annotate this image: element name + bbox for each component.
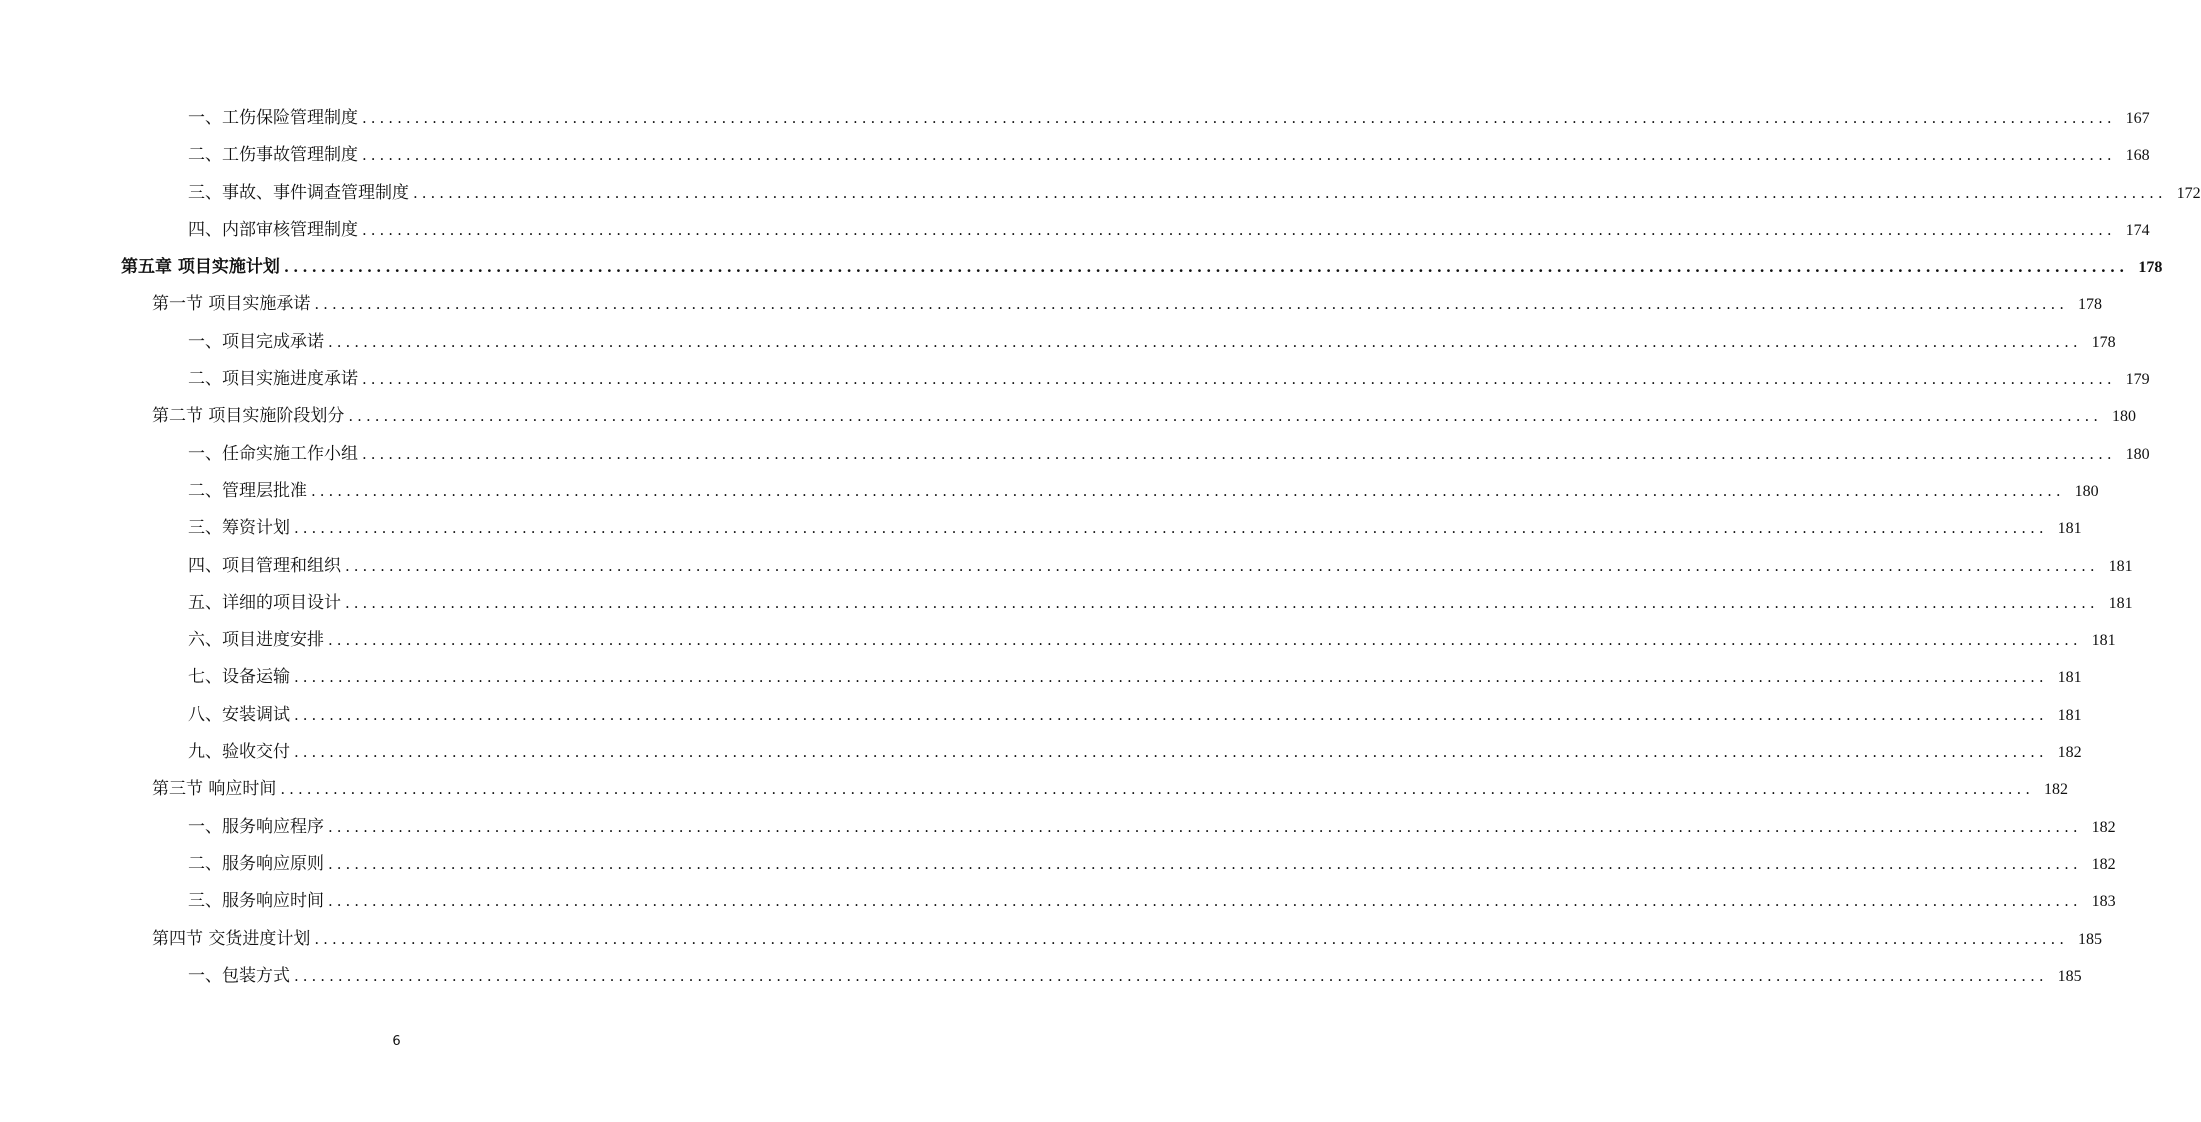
toc-entry[interactable]	[0, 212, 2150, 249]
table-of-contents	[0, 100, 2201, 995]
toc-dot-leader: ........................................................................................................................................................................................................	[294, 668, 2048, 687]
toc-dot-leader: ........................................................................................................................................................................................................	[345, 593, 2099, 612]
toc-dot-leader: ........................................................................................................................................................................................................	[328, 892, 2082, 911]
toc-dot-leader: ........................................................................................................................................................................................................	[328, 332, 2082, 351]
toc-dot-leader: ........................................................................................................................................................................................................	[362, 444, 2116, 463]
toc-dot-leader: ........................................................................................................................................................................................................	[294, 705, 2048, 724]
toc-entry[interactable]	[0, 286, 2103, 323]
toc-entry-title: 四、项目管理和组织	[188, 555, 341, 576]
toc-entry[interactable]	[0, 249, 2163, 286]
toc-entry-page: 182	[2057, 744, 2082, 762]
toc-entry-page: 182	[2044, 781, 2069, 799]
toc-dot-leader: ........................................................................................................................................................................................................	[345, 556, 2099, 575]
toc-entry-page: 180	[2074, 482, 2099, 500]
toc-entry-title: 一、工伤保险管理制度	[188, 108, 358, 128]
toc-entry-title: 四、内部审核管理制度	[188, 219, 358, 240]
toc-entry-title: 一、任命实施工作小组	[188, 443, 358, 464]
page-number: 6	[392, 1034, 401, 1049]
toc-dot-leader: ........................................................................................................................................................................................................	[362, 220, 2116, 239]
toc-dot-leader: ........................................................................................................................................................................................................	[280, 780, 2035, 799]
toc-entry-page: 168	[2125, 147, 2150, 165]
toc-dot-leader: ........................................................................................................................................................................................................	[328, 631, 2082, 650]
toc-entry-title: 三、服务响应时间	[188, 891, 324, 912]
toc-entry[interactable]	[0, 510, 2082, 547]
toc-dot-leader: ........................................................................................................................................................................................................	[294, 519, 2048, 538]
toc-entry-title: 第二节 项目实施阶段划分	[152, 406, 345, 427]
toc-entry[interactable]	[0, 398, 2137, 435]
toc-entry-title: 一、包装方式	[188, 965, 290, 986]
toc-entry[interactable]	[0, 137, 2150, 174]
toc-entry-page: 178	[2091, 333, 2116, 351]
toc-entry[interactable]	[0, 473, 2099, 510]
toc-dot-leader: ........................................................................................................................................................................................................	[294, 966, 2048, 985]
toc-entry[interactable]	[0, 809, 2116, 846]
toc-entry-title: 三、筹资计划	[188, 518, 290, 539]
toc-entry-page: 178	[2078, 296, 2103, 314]
toc-entry[interactable]	[0, 585, 2133, 622]
toc-entry[interactable]	[0, 771, 2069, 808]
toc-dot-leader: ........................................................................................................................................................................................................	[328, 817, 2082, 836]
toc-entry-title: 第五章 项目实施计划	[121, 257, 280, 278]
toc-entry-title: 九、验收交付	[188, 742, 290, 763]
toc-entry-title: 第一节 项目实施承诺	[152, 294, 311, 315]
toc-dot-leader: ........................................................................................................................................................................................................	[311, 481, 2065, 500]
toc-entry-page: 181	[2108, 594, 2133, 612]
toc-entry-page: 185	[2078, 930, 2103, 948]
toc-dot-leader: ........................................................................................................................................................................................................	[294, 743, 2048, 762]
toc-entry-page: 174	[2125, 221, 2150, 239]
toc-entry-page: 181	[2057, 706, 2082, 724]
toc-entry-title: 六、项目进度安排	[188, 630, 324, 651]
toc-entry-title: 二、工伤事故管理制度	[188, 145, 358, 166]
toc-entry-title: 二、项目实施进度承诺	[188, 369, 358, 390]
toc-entry-page: 181	[2091, 632, 2116, 650]
toc-dot-leader: ........................................................................................................................................................................................................	[328, 854, 2082, 873]
toc-entry-title: 一、项目完成承诺	[188, 331, 324, 352]
toc-entry-page: 180	[2125, 445, 2150, 463]
toc-entry-title: 二、服务响应原则	[188, 853, 324, 874]
toc-entry[interactable]	[0, 846, 2116, 883]
toc-entry-page: 183	[2091, 893, 2116, 911]
toc-dot-leader: ........................................................................................................................................................................................................	[362, 146, 2116, 165]
toc-entry-page: 179	[2125, 371, 2150, 389]
toc-entry-title: 一、服务响应程序	[188, 816, 324, 837]
toc-entry[interactable]	[0, 622, 2116, 659]
toc-entry-page: 167	[2125, 110, 2150, 127]
toc-dot-leader: ........................................................................................................................................................................................................	[362, 109, 2116, 127]
toc-entry-page: 178	[2138, 259, 2163, 277]
toc-entry[interactable]	[0, 100, 2150, 137]
toc-entry-page: 181	[2108, 557, 2133, 575]
toc-dot-leader: ........................................................................................................................................................................................................	[314, 929, 2069, 948]
toc-entry[interactable]	[0, 175, 2201, 212]
toc-entry-page: 182	[2091, 818, 2116, 836]
toc-entry[interactable]	[0, 958, 2082, 995]
toc-entry-page: 172	[2176, 184, 2201, 202]
toc-entry-page: 181	[2057, 669, 2082, 687]
toc-entry-title: 五、详细的项目设计	[188, 592, 341, 613]
toc-entry[interactable]	[0, 361, 2150, 398]
toc-entry[interactable]	[0, 659, 2082, 696]
toc-dot-leader: ........................................................................................................................................................................................................	[413, 183, 2167, 202]
toc-dot-leader: ........................................................................................................................................................................................................	[314, 295, 2069, 314]
toc-dot-leader: ........................................................................................................................................................................................................	[283, 258, 2129, 277]
toc-entry[interactable]	[0, 436, 2150, 473]
toc-entry-page: 181	[2057, 520, 2082, 538]
toc-entry[interactable]	[0, 734, 2082, 771]
toc-entry-title: 八、安装调试	[188, 704, 290, 725]
toc-entry-title: 二、管理层批准	[188, 480, 307, 501]
toc-entry-page: 180	[2112, 408, 2137, 426]
toc-entry[interactable]	[0, 883, 2116, 920]
toc-entry-title: 七、设备运输	[188, 667, 290, 688]
toc-entry[interactable]	[0, 921, 2103, 958]
toc-dot-leader: ........................................................................................................................................................................................................	[362, 370, 2116, 389]
toc-entry-page: 185	[2057, 967, 2082, 985]
toc-entry-title: 第三节 响应时间	[152, 779, 277, 800]
toc-entry[interactable]	[0, 697, 2082, 734]
toc-entry[interactable]	[0, 324, 2116, 361]
toc-entry-title: 第四节 交货进度计划	[152, 928, 311, 949]
toc-entry-page: 182	[2091, 855, 2116, 873]
toc-entry-title: 三、事故、事件调查管理制度	[188, 182, 409, 203]
toc-dot-leader: ........................................................................................................................................................................................................	[348, 407, 2103, 426]
toc-entry[interactable]	[0, 548, 2133, 585]
